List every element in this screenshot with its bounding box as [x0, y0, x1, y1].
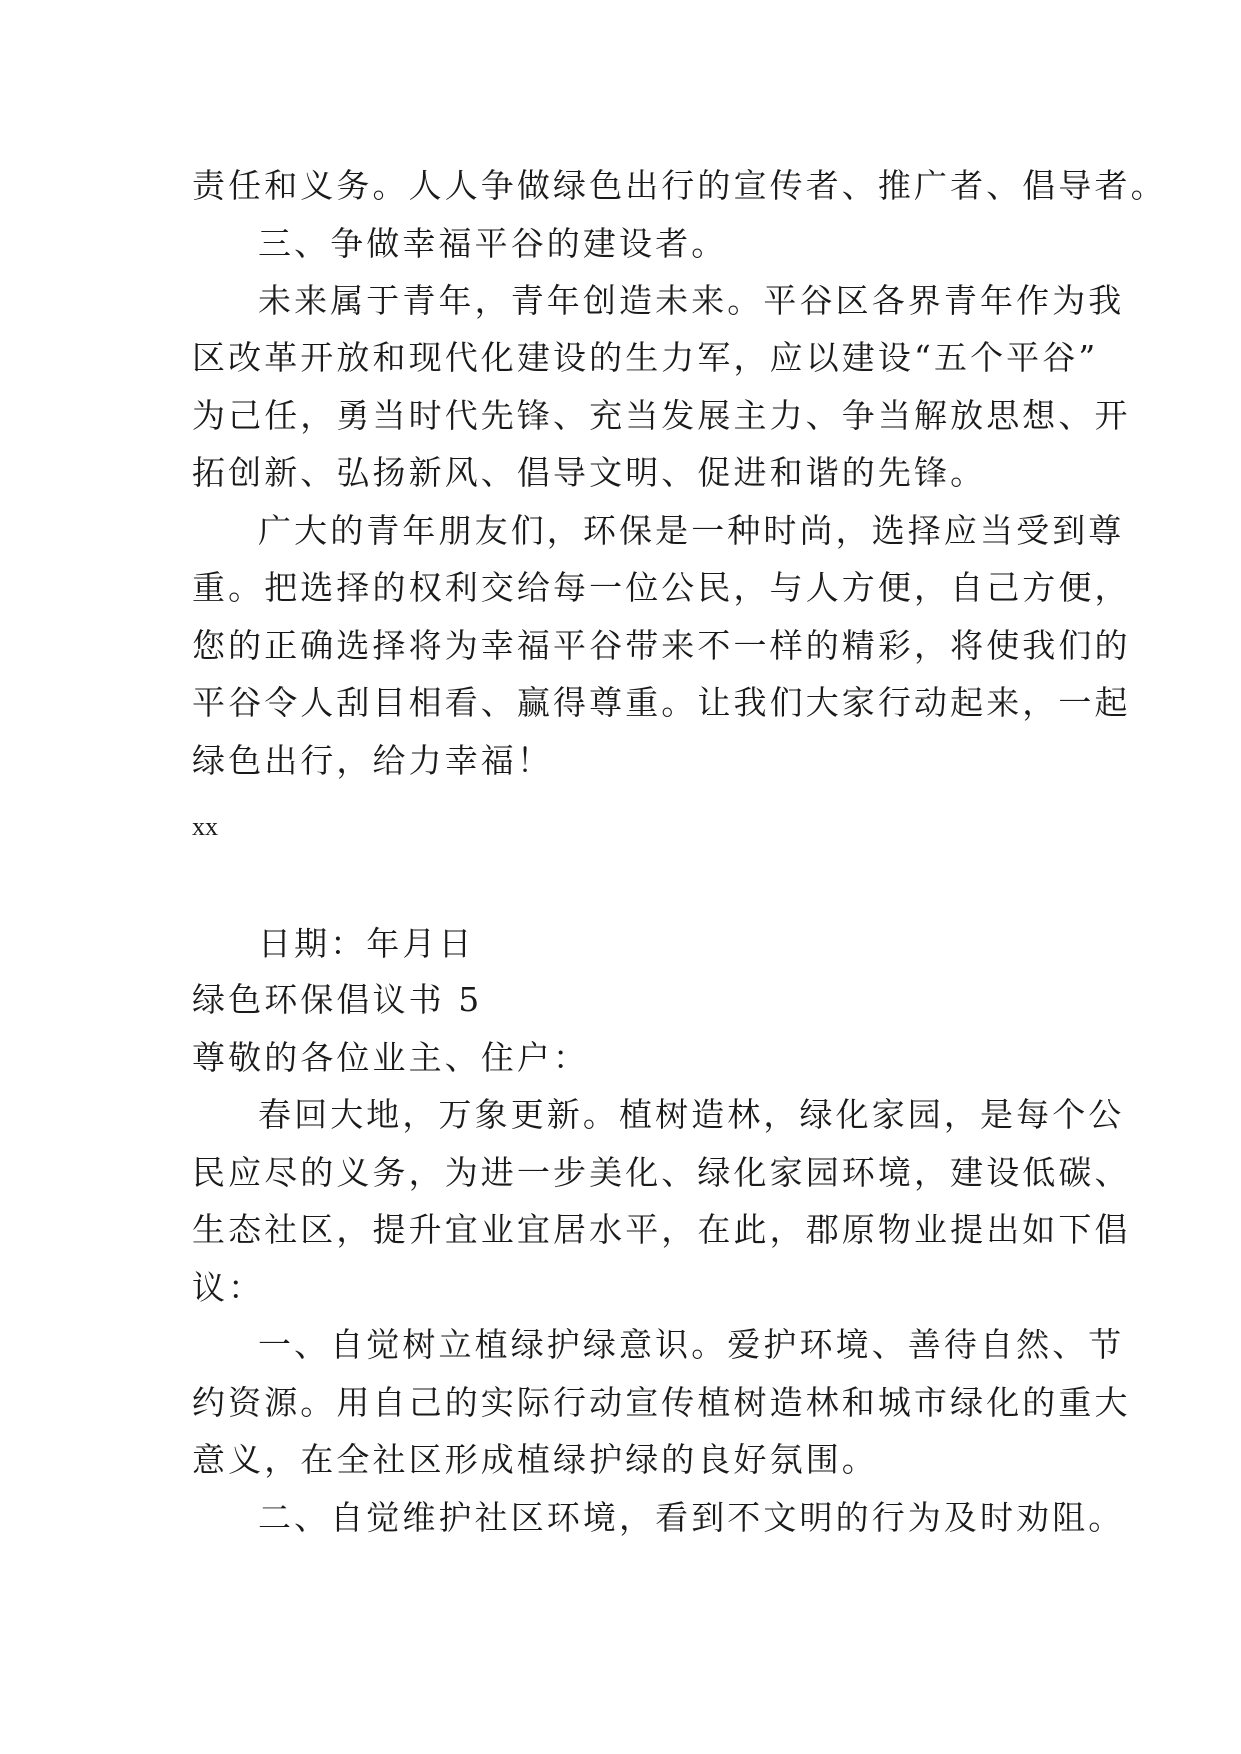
date-line: 日期：年月日	[258, 924, 475, 963]
paragraph-line: 春回大地，万象更新。植树造林，绿化家园，是每个公	[258, 1095, 1125, 1134]
paragraph-line: 一、自觉树立植绿护绿意识。爱护环境、善待自然、节	[258, 1325, 1125, 1364]
paragraph-line: 您的正确选择将为幸福平谷带来不一样的精彩，将使我们的	[192, 626, 1131, 665]
paragraph-line: 约资源。用自己的实际行动宣传植树造林和城市绿化的重大	[192, 1383, 1131, 1422]
section-heading: 三、争做幸福平谷的建设者。	[258, 224, 728, 263]
document-title: 绿色环保倡议书 5	[192, 980, 483, 1019]
paragraph-line: 绿色出行，给力幸福！	[192, 741, 553, 780]
paragraph-line: 未来属于青年，青年创造未来。平谷区各界青年作为我	[258, 281, 1125, 320]
paragraph-line: 重。把选择的权利交给每一位公民，与人方便，自己方便，	[192, 568, 1131, 607]
paragraph-line: 生态社区，提升宜业宜居水平，在此，郡原物业提出如下倡	[192, 1210, 1131, 1249]
paragraph-line: 为己任，勇当时代先锋、充当发展主力、争当解放思想、开	[192, 396, 1131, 435]
salutation: 尊敬的各位业主、住户：	[192, 1038, 590, 1077]
paragraph-line: 二、自觉维护社区环境，看到不文明的行为及时劝阻。	[258, 1498, 1125, 1537]
paragraph-line: 民应尽的义务，为进一步美化、绿化家园环境，建设低碳、	[192, 1153, 1131, 1192]
paragraph-line: 意义，在全社区形成植绿护绿的良好氛围。	[192, 1440, 878, 1479]
paragraph-line: 区改革开放和现代化建设的生力军，应以建设“五个平谷”	[192, 338, 1099, 377]
signature: xx	[192, 812, 218, 841]
paragraph-line: 广大的青年朋友们，环保是一种时尚，选择应当受到尊	[258, 511, 1125, 550]
paragraph-line: 责任和义务。人人争做绿色出行的宣传者、推广者、倡导者。	[192, 166, 1167, 205]
paragraph-line: 平谷令人刮目相看、赢得尊重。让我们大家行动起来，一起	[192, 683, 1131, 722]
paragraph-line: 议：	[192, 1268, 265, 1307]
paragraph-line: 拓创新、弘扬新风、倡导文明、促进和谐的先锋。	[192, 453, 987, 492]
